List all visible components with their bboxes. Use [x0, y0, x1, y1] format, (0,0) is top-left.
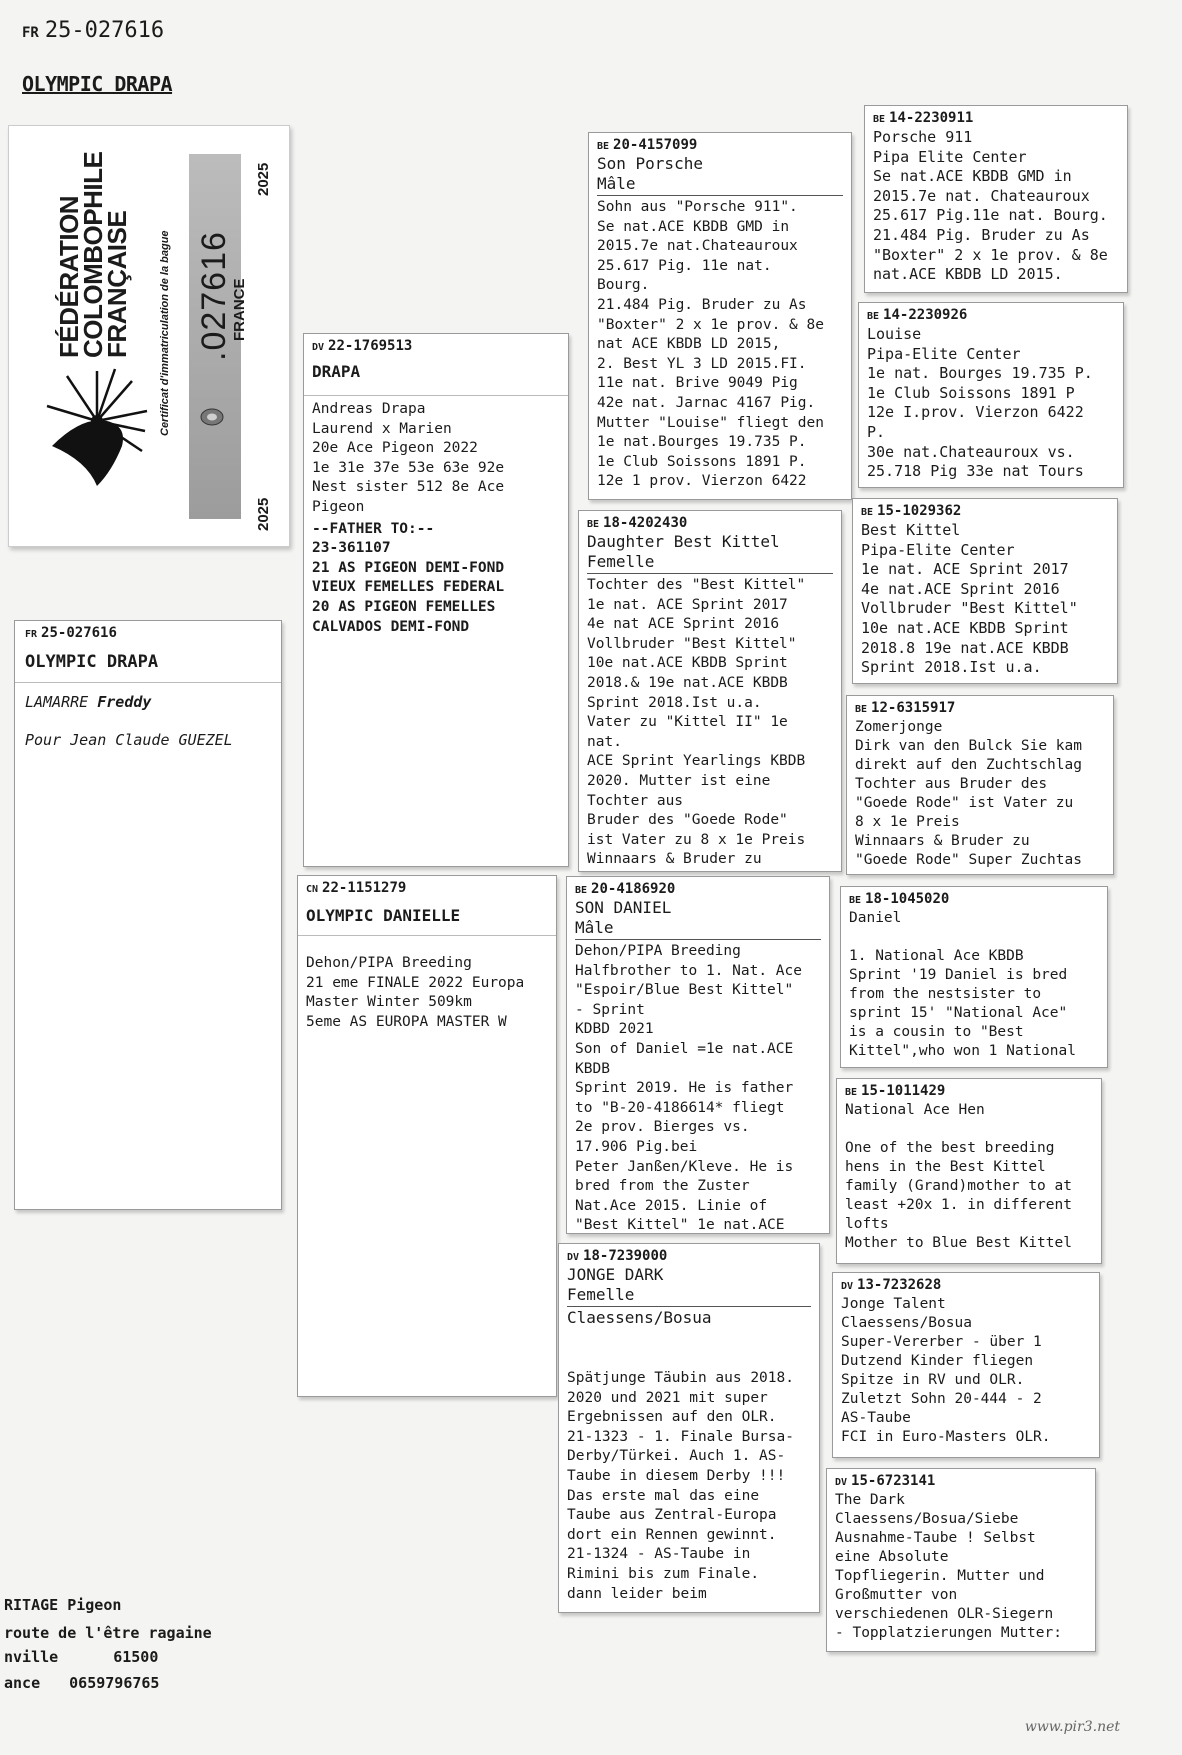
- pigeon-sun-emblem-icon: [27, 361, 157, 491]
- ring-country: BE: [855, 704, 868, 715]
- ring-number: 14-2230926: [883, 307, 968, 323]
- great-grandparent-ring: [833, 1273, 1099, 1293]
- footer-line-2: route de l'être ragaine: [4, 1624, 212, 1642]
- watermark: www.pir3.net: [1024, 1719, 1120, 1735]
- ring-number: 15-6723141: [851, 1473, 936, 1489]
- header-ring: [22, 18, 164, 43]
- grandparent-sex: Femelle: [587, 552, 655, 571]
- great-grandparent-info: Porsche 911 Pipa Elite Center Se nat.ACE KBDB GMD in 2015.7e nat. Chateauroux 25.617 Pig.11e nat. Bourg. 21.484 Pig. Bruder zu As "Boxter" 2 x 1e prov. & 8e nat.ACE KBDB LD 2015.: [873, 128, 1108, 284]
- sire-box: [303, 333, 569, 867]
- great-grandparent-box: [846, 695, 1114, 875]
- grandparent-name: SON DANIEL: [575, 898, 672, 917]
- grandparent-ring: [589, 133, 851, 153]
- footer-line-3: [4, 1648, 158, 1666]
- header-country: FR: [22, 25, 39, 41]
- ring-number: 12-6315917: [871, 700, 956, 716]
- org-line-3: FRANÇAISE: [102, 210, 132, 358]
- grandparent-info: Spätjunge Täubin aus 2018. 2020 und 2021 mit super Ergebnissen auf den OLR. 21-1323 - 1. Finale Bursa- Derby/Türkei. Auch 1. AS- Taube in diesem Derby !!! Das erste mal das eine Taube aus Zentral-Europa dort ein Rennen gewinnt. 21-1324 - AS-Taube in Rimini bis zum Finale. dann leider beim: [567, 1370, 794, 1602]
- ring-number: 20-4186920: [591, 881, 676, 897]
- grandparent-info: Tochter des "Best Kittel" 1e nat. ACE Sprint 2017 4e nat ACE Sprint 2016 Vollbruder "Best Kittel" 10e nat.ACE KBDB Sprint 2018.& 19e nat.ACE KBDB Sprint 2018.Ist u.a. Vater zu "Kittel II" 1e nat. ACE Sprint Yearlings KBDB 2020. Mutter ist eine Tochter aus Bruder des "Goede Rode" ist Vater zu 8 x 1e Preis Winnaars & Bruder zu: [587, 577, 806, 868]
- subject-box: [14, 620, 282, 1210]
- grandparent-name: Son Porsche: [597, 154, 703, 173]
- owner-last-name: LAMARRE: [25, 693, 89, 711]
- great-grandparent-box: [826, 1468, 1096, 1652]
- great-grandparent-ring: [841, 887, 1107, 907]
- grandparent-ring: [559, 1244, 819, 1264]
- grandparent-info: Sohn aus "Porsche 911". Se nat.ACE KBDB GMD in 2015.7e nat.Chateauroux 25.617 Pig. 11e nat. Bourg. 21.484 Pig. Bruder zu As "Boxter" 2 x 1e prov. & 8e nat ACE KBDB LD 2015, 2. Best YL 3 LD 2015.FI. 11e nat. Brive 9049 Pig 42e nat. Jarnac 4167 Pig. Mutter "Louise" fliegt den 1e nat.Bourges 19.735 P. 1e Club Soissons 1891 P. 12e 1 prov. Vierzon 6422: [597, 199, 824, 490]
- ring-emblem-icon: [199, 406, 225, 428]
- great-grandparent-box: [840, 886, 1108, 1068]
- grandparent-box: [588, 132, 852, 500]
- ring-number: 15-1029362: [877, 503, 962, 519]
- grandparent-box: [566, 876, 830, 1234]
- ring-certificate: [8, 125, 290, 547]
- ring-number: 18-7239000: [583, 1248, 668, 1264]
- dam-country: CN: [306, 884, 319, 895]
- great-grandparent-info: Zomerjonge Dirk van den Bulck Sie kam direkt auf den Zuchtschlag Tochter aus Bruder des "Goede Rode" ist Vater zu 8 x 1e Preis Winnaars & Bruder zu "Goede Rode" Super Zuchtas: [855, 719, 1082, 868]
- header-pigeon-name: OLYMPIC DRAPA: [22, 72, 173, 96]
- ring-number: 18-4202430: [603, 515, 688, 531]
- grandparent-name: JONGE DARK: [567, 1265, 664, 1284]
- dam-box: [297, 875, 557, 1397]
- great-grandparent-ring: [827, 1469, 1095, 1489]
- ring-country: DV: [567, 1252, 580, 1263]
- subject-owner: [15, 683, 281, 711]
- great-grandparent-ring: [853, 499, 1117, 519]
- certificate-org: [54, 151, 132, 358]
- certificate-year-bottom: 2025: [255, 497, 272, 531]
- ring-country: DV: [841, 1281, 854, 1292]
- subject-ring-number: 25-027616: [41, 625, 117, 641]
- ring-country: BE: [597, 141, 610, 152]
- footer-country: ance: [4, 1674, 41, 1692]
- ring-country: BE: [867, 311, 880, 322]
- ring-country: BE: [873, 114, 886, 125]
- great-grandparent-box: [864, 105, 1128, 293]
- great-grandparent-info: Best Kittel Pipa-Elite Center 1e nat. ACE Sprint 2017 4e nat.ACE Sprint 2016 Vollbruder "Best Kittel" 10e nat.ACE KBDB Sprint 2018.8 19e nat.ACE KBDB Sprint 2018.Ist u.a.: [861, 521, 1078, 677]
- grandparent-sex: Mâle: [597, 174, 636, 193]
- great-grandparent-ring: [865, 106, 1127, 126]
- ring-country: DV: [835, 1477, 848, 1488]
- great-grandparent-ring: [859, 303, 1123, 323]
- certificate-year-top: 2025: [255, 162, 272, 196]
- footer-phone: 0659796765: [69, 1674, 160, 1692]
- ring-country: BE: [587, 519, 600, 530]
- grandparent-breeder: Claessens/Bosua: [567, 1308, 712, 1327]
- ring-number: 14-2230911: [889, 110, 974, 126]
- ring-number: 13-7232628: [857, 1277, 942, 1293]
- org-line-1: FÉDÉRATION: [54, 195, 84, 358]
- subject-for-line: Pour Jean Claude GUEZEL: [25, 731, 233, 749]
- header-ring-number: 25-027616: [44, 18, 165, 43]
- grandparent-info: Dehon/PIPA Breeding Halfbrother to 1. Nat. Ace "Espoir/Blue Best Kittel" - Sprint KDBD 2021 Son of Daniel =1e nat.ACE KBDB Sprint 2019. He is father to "B-20-4186614* fliegt 2e prov. Bierges vs. 17.906 Pig.bei Peter Janßen/Kleve. He is bred from the Zuster Nat.Ace 2015. Linie of "Best Kittel" 1e nat.ACE: [575, 943, 802, 1234]
- great-grandparent-box: [852, 498, 1118, 684]
- sire-ring: [304, 334, 568, 354]
- great-grandparent-info: Louise Pipa-Elite Center 1e nat. Bourges 19.735 P. 1e Club Soissons 1891 P 12e I.prov. Vierzon 6422 P. 30e nat.Chateauroux vs. 25.718 Pig 33e nat Tours: [867, 325, 1093, 481]
- ring-country: BE: [575, 885, 588, 896]
- org-line-2: COLOMBOPHILE: [78, 151, 108, 358]
- sire-name: DRAPA: [312, 362, 361, 381]
- subject-name: OLYMPIC DRAPA: [25, 652, 159, 672]
- sire-info: Andreas Drapa Laurend x Marien 20e Ace Pigeon 2022 1e 31e 37e 53e 63e 92e Nest sister 512 8e Ace Pigeon: [312, 401, 505, 515]
- dam-info: Dehon/PIPA Breeding 21 eme FINALE 2022 Europa Master Winter 509km 5eme AS EUROPA MASTER W: [306, 955, 525, 1030]
- ring-country: BE: [861, 507, 874, 518]
- great-grandparent-info: Daniel 1. National Ace KBDB Sprint '19 Daniel is bred from the nestsister to sprint 15' "National Ace" is a cousin to "Best Kittel",who won 1 National: [849, 910, 1076, 1059]
- dam-ring-number: 22-1151279: [322, 880, 407, 896]
- grandparent-ring: [567, 877, 829, 897]
- ring-country: BE: [845, 1087, 858, 1098]
- grandparent-name: Daughter Best Kittel: [587, 532, 780, 551]
- footer-postcode: 61500: [113, 1648, 159, 1666]
- owner-first-name: Freddy: [97, 693, 152, 711]
- certificate-country: FRANCE: [231, 278, 248, 341]
- sire-offspring: --FATHER TO:-- 23-361107 21 AS PIGEON DEMI-FOND VIEUX FEMELLES FEDERAL 20 AS PIGEON FEMELLES CALVADOS DEMI-FOND: [312, 520, 505, 635]
- footer-line-4: [4, 1674, 159, 1692]
- grandparent-ring: [579, 511, 841, 531]
- ring-number: 20-4157099: [613, 137, 698, 153]
- ring-country: BE: [849, 895, 862, 906]
- great-grandparent-box: [832, 1272, 1100, 1458]
- footer-town: nville: [4, 1648, 59, 1666]
- great-grandparent-info: Jonge Talent Claessens/Bosua Super-Vererber - über 1 Dutzend Kinder fliegen Spitze in RV und OLR. Zuletzt Sohn 20-444 - 2 AS-Taube FCI in Euro-Masters OLR.: [841, 1296, 1051, 1445]
- great-grandparent-box: [836, 1078, 1102, 1264]
- great-grandparent-info: National Ace Hen One of the best breeding hens in the Best Kittel family (Grand)mother to at least +20x 1. in different lofts Mother to Blue Best Kittel: [845, 1102, 1072, 1251]
- great-grandparent-info: The Dark Claessens/Bosua/Siebe Ausnahme-Taube ! Selbst eine Absolute Topfliegerin. Mutter und Großmutter von verschiedenen OLR-Siegern - Topplatzierungen Mutter:: [835, 1492, 1062, 1641]
- great-grandparent-ring: [847, 696, 1113, 716]
- grandparent-box: [578, 510, 842, 872]
- ring-number: 18-1045020: [865, 891, 950, 907]
- dam-ring: [298, 876, 556, 896]
- sire-country: DV: [312, 342, 325, 353]
- dam-name: OLYMPIC DANIELLE: [306, 906, 461, 925]
- footer-line-1: RITAGE Pigeon: [4, 1596, 122, 1614]
- certificate-number: .027616: [195, 231, 233, 361]
- certificate-subtitle: Certificat d'immatriculation de la bague: [159, 230, 171, 436]
- subject-ring: [15, 621, 281, 641]
- grandparent-sex: Mâle: [575, 918, 614, 937]
- grandparent-box: [558, 1243, 820, 1613]
- grandparent-sex: Femelle: [567, 1285, 635, 1304]
- sire-ring-number: 22-1769513: [328, 338, 413, 354]
- ring-number: 15-1011429: [861, 1083, 946, 1099]
- great-grandparent-box: [858, 302, 1124, 488]
- subject-country: FR: [25, 629, 38, 640]
- great-grandparent-ring: [837, 1079, 1101, 1099]
